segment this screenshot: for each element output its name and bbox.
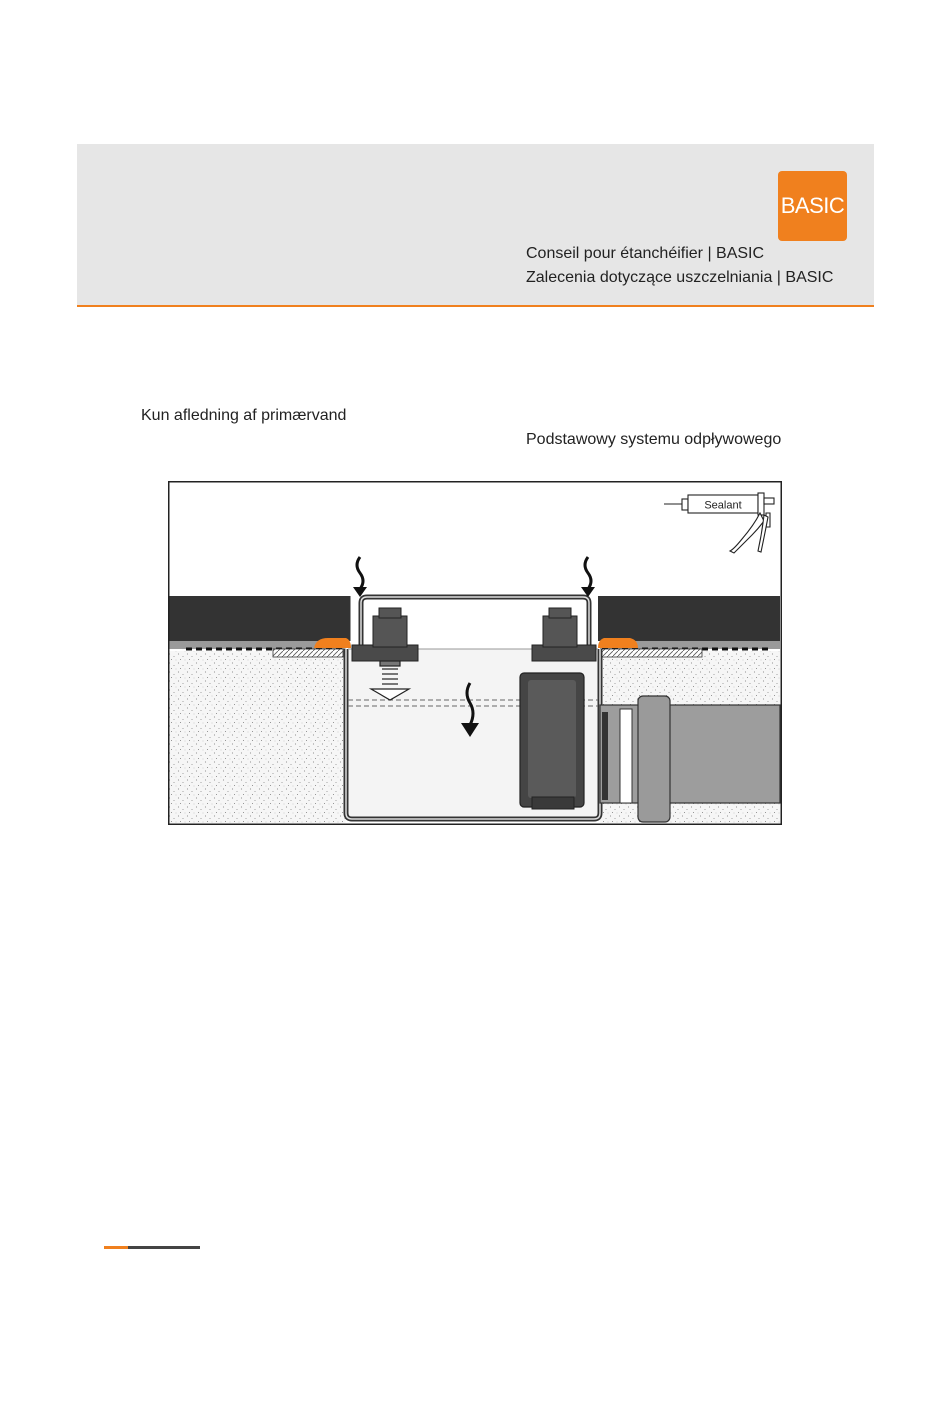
footer-rule-line bbox=[128, 1246, 200, 1249]
footer-rule-accent bbox=[104, 1246, 128, 1249]
header-title-pl: Zalecenia dotyczące uszczelniania | BASIC bbox=[526, 269, 834, 286]
sealing-collar-right bbox=[602, 649, 702, 657]
section-label-polish: Podstawowy systemu odpływowego bbox=[526, 431, 782, 448]
sealant-bead-right bbox=[598, 638, 638, 648]
tile-right bbox=[598, 596, 780, 641]
basic-badge: BASIC bbox=[778, 171, 847, 241]
tile-left bbox=[170, 596, 351, 641]
screed-left bbox=[170, 651, 346, 823]
pipe-socket bbox=[638, 696, 670, 822]
header-title-fr: Conseil pour étanchéifier | BASIC bbox=[526, 245, 765, 262]
sealant-label: Sealant bbox=[704, 499, 742, 512]
section-label-danish: Kun afledning af primærvand bbox=[141, 407, 347, 424]
drain-cross-section-figure bbox=[168, 481, 782, 825]
sealing-collar-left bbox=[273, 649, 343, 657]
